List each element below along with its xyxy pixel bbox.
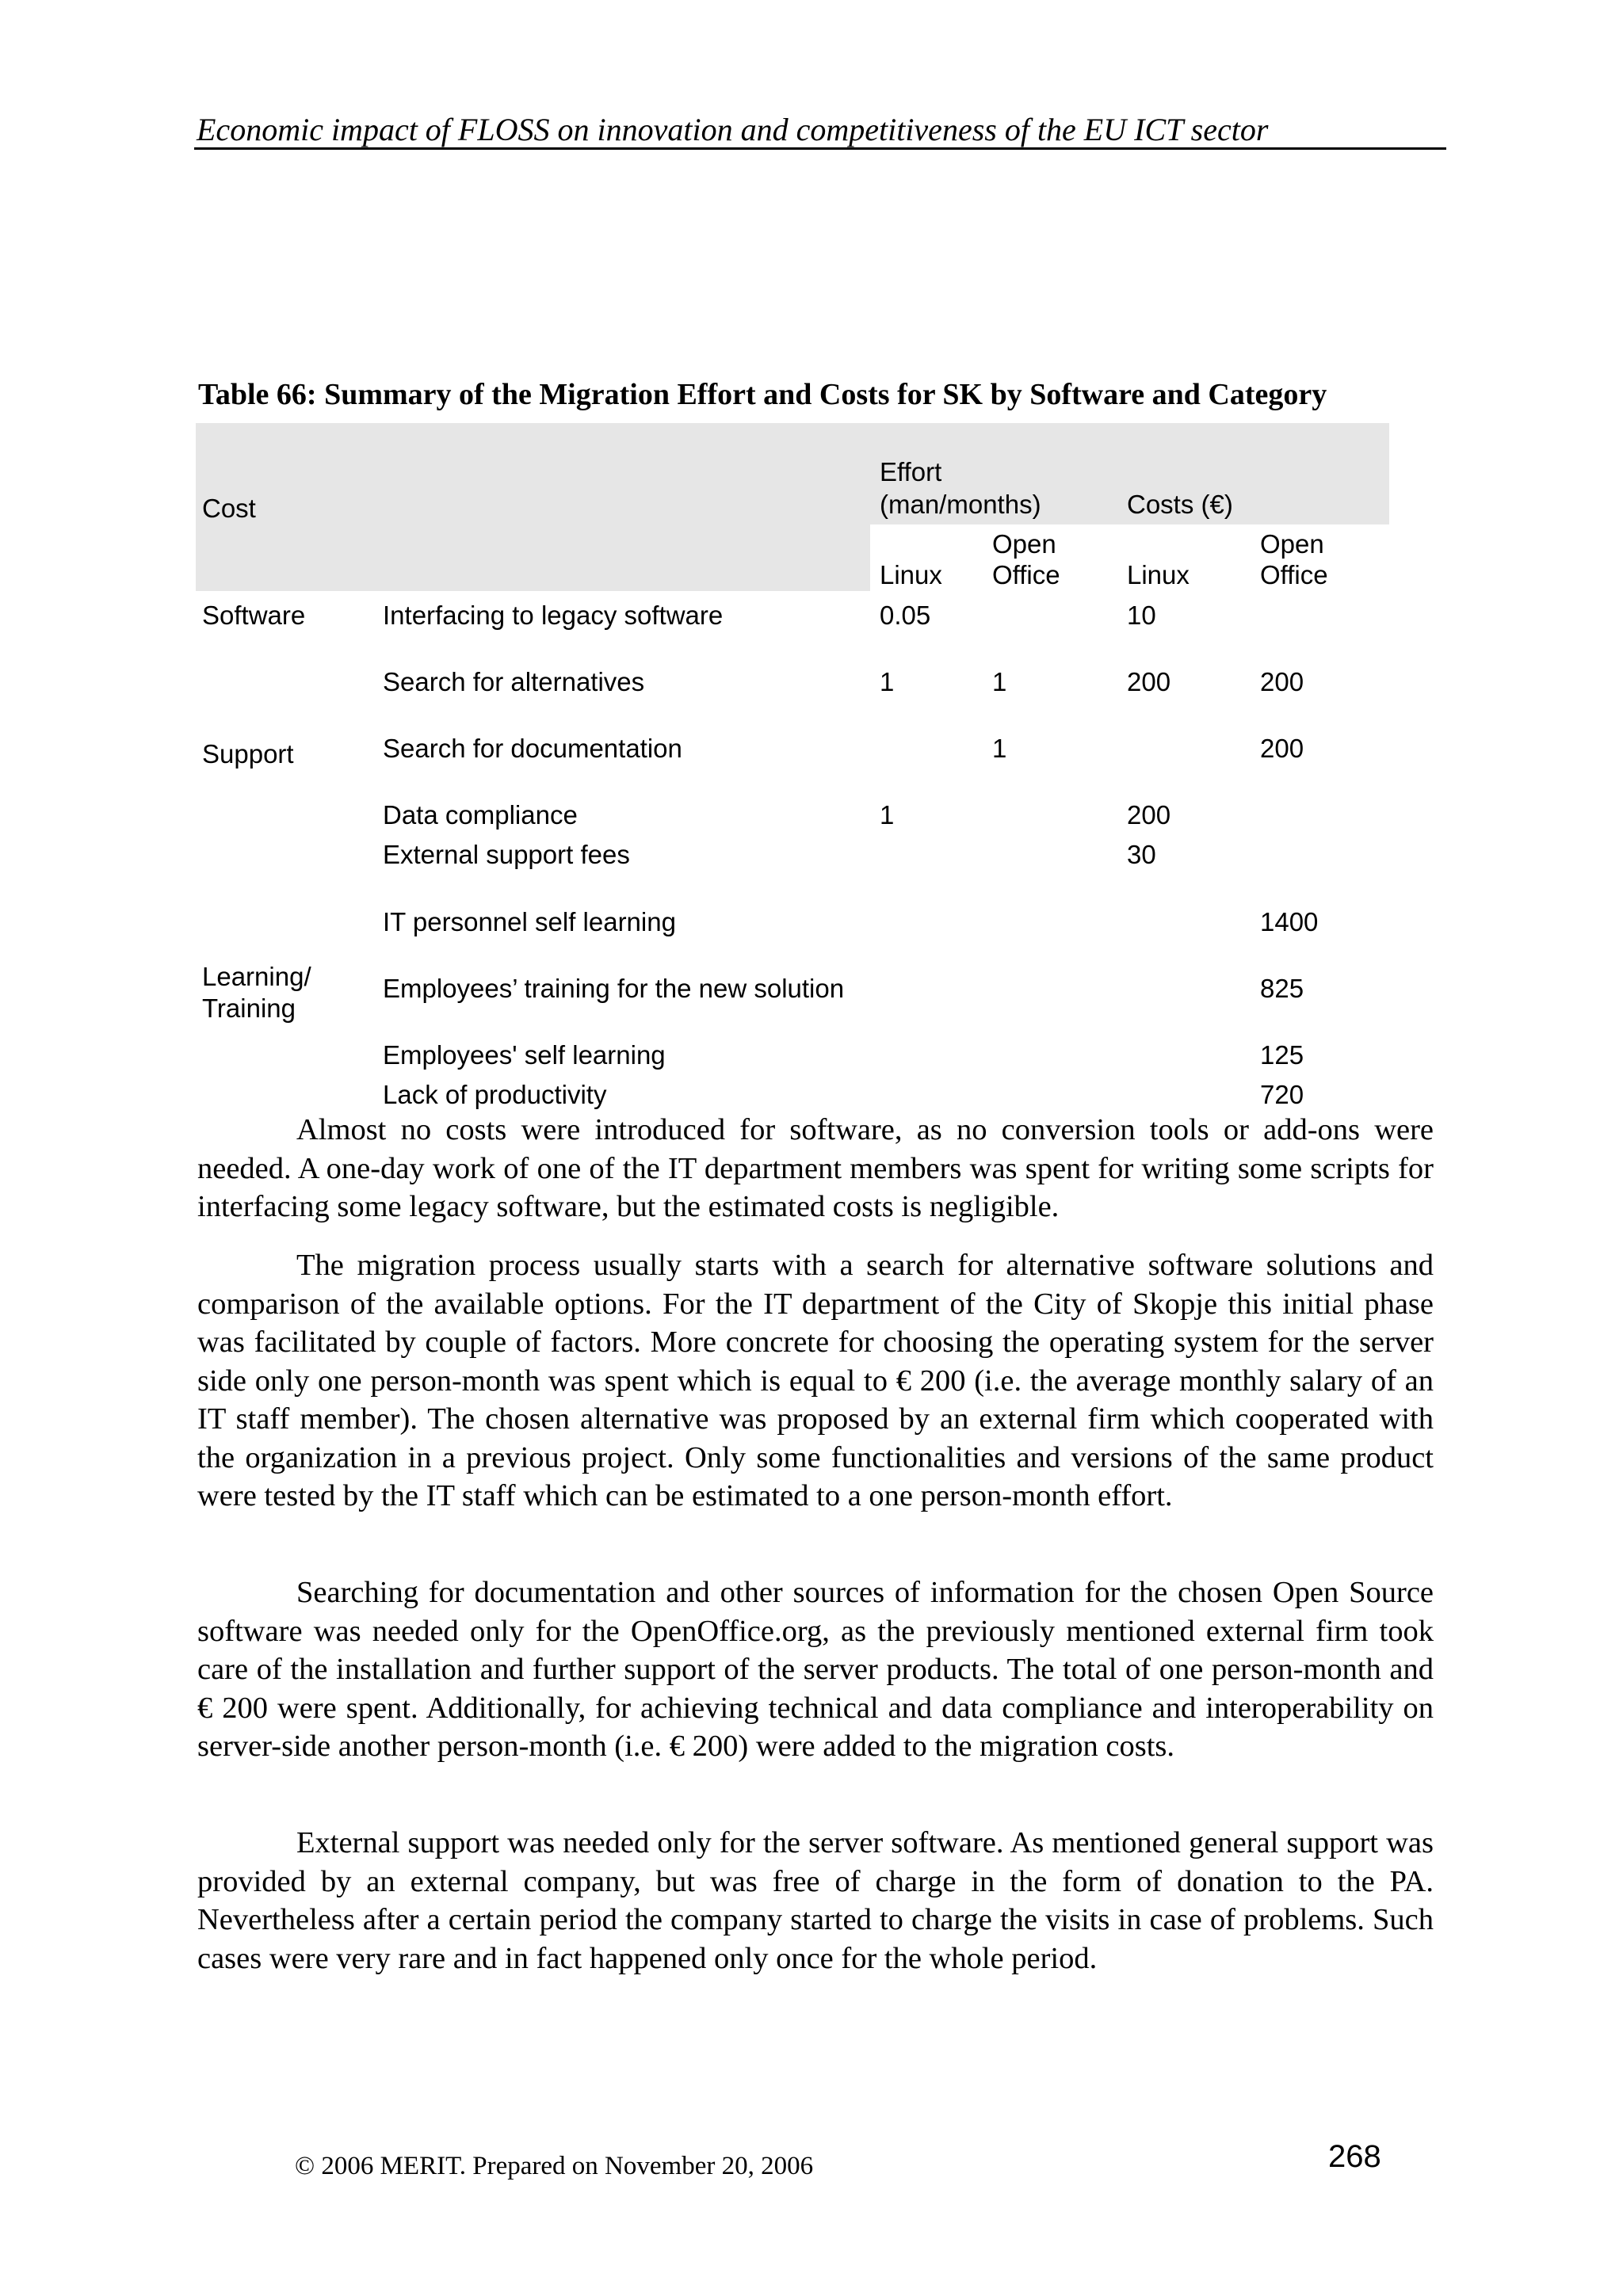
footer-copyright: © 2006 MERIT. Prepared on November 20, 2006: [295, 2152, 814, 2180]
row-item: Interfacing to legacy software: [383, 601, 724, 630]
header-rule: [194, 147, 1446, 150]
row-cost-openoffice: 125: [1260, 1040, 1304, 1070]
paragraph: [197, 1111, 1434, 1226]
row-item: Lack of productivity: [383, 1080, 607, 1109]
row-item: IT personnel self learning: [383, 907, 676, 936]
row-cost-openoffice: 200: [1260, 734, 1304, 763]
row-effort-linux: 1: [880, 800, 895, 830]
row-cost-openoffice: 200: [1260, 667, 1304, 696]
table-header-background-left: [196, 524, 870, 591]
row-cost-openoffice: 1400: [1260, 907, 1319, 936]
row-effort-linux: 0.05: [880, 601, 931, 630]
row-effort-linux: 1: [880, 667, 895, 696]
paragraph: [197, 1824, 1434, 1978]
row-item: Search for alternatives: [383, 667, 645, 696]
row-item: Employees’ training for the new solution: [383, 974, 845, 1003]
category-support: Support: [202, 739, 294, 769]
row-item: Search for documentation: [383, 734, 682, 763]
row-effort-openoffice: 1: [992, 667, 1007, 696]
category-training: Training: [202, 994, 296, 1023]
paragraph: [197, 1246, 1434, 1516]
header-effort: Effort: [880, 457, 942, 486]
paragraph-text: External support was needed only for the server software. As mentioned general support was provided by an external company, but was free of charge in the form of donation to the PA. Nevertheless after a certain period the company started to charge the visits in case of problems. Such cases were very rare and in fact happened only once for the whole period.: [197, 1826, 1434, 1975]
row-cost-openoffice: 825: [1260, 974, 1304, 1003]
header-effort-openoffice-2: Office: [992, 560, 1060, 589]
row-cost-openoffice: 720: [1260, 1080, 1304, 1109]
running-header-title: Economic impact of FLOSS on innovation and competitiveness of the EU ICT sector: [197, 112, 1269, 147]
header-cost: Cost: [202, 494, 256, 523]
header-effort-linux: Linux: [880, 560, 942, 589]
row-cost-linux: 200: [1127, 800, 1171, 830]
paragraph-text: The migration process usually starts with a search for alternative software solutions and comparison of the available options. For the IT department of the City of Skopje this initial phase was facilitated by couple of factors. More concrete for choosing the operating system for the server side only one person-month was spent which is equal to € 200 (i.e. the average monthly salary of an IT staff member). The chosen alternative was proposed by an external firm which cooperated with the organization in a previous project. Only some functionalities and versions of the same product were tested by the IT staff which can be estimated to a one person-month effort.: [197, 1249, 1434, 1512]
row-item: Data compliance: [383, 800, 578, 830]
header-cost-openoffice-2: Office: [1260, 560, 1328, 589]
table-caption: Table 66: Summary of the Migration Effort and Costs for SK by Software and Category: [198, 378, 1327, 411]
paragraph-text: Searching for documentation and other sources of information for the chosen Open Source software was needed only for the OpenOffice.org, as the previously mentioned external firm took care of the installation and further support of the server products. The total of one person-month and € 200 were spent. Additionally, for achieving technical and data compliance and interoperability on server-side another person-month (i.e. € 200) were added to the migration costs.: [197, 1576, 1434, 1763]
row-effort-openoffice: 1: [992, 734, 1007, 763]
header-effort-unit: (man/months): [880, 490, 1041, 519]
paragraph-text: Almost no costs were introduced for software, as no conversion tools or add-ons were needed. A one-day work of one of the IT department members was spent for writing some scripts for interfacing some legacy software, but the estimated costs is negligible.: [197, 1113, 1434, 1223]
header-effort-openoffice-1: Open: [992, 529, 1056, 559]
paragraph: [197, 1573, 1434, 1766]
row-cost-linux: 10: [1127, 601, 1156, 630]
row-cost-linux: 200: [1127, 667, 1171, 696]
row-item: Employees' self learning: [383, 1040, 666, 1070]
header-costs-eur: Costs (€): [1127, 490, 1233, 519]
category-software: Software: [202, 601, 306, 630]
row-cost-linux: 30: [1127, 840, 1156, 869]
category-learning: Learning/: [202, 962, 311, 991]
header-cost-openoffice-1: Open: [1260, 529, 1324, 559]
page-number: 268: [1328, 2139, 1381, 2174]
header-cost-linux: Linux: [1127, 560, 1190, 589]
row-item: External support fees: [383, 840, 630, 869]
